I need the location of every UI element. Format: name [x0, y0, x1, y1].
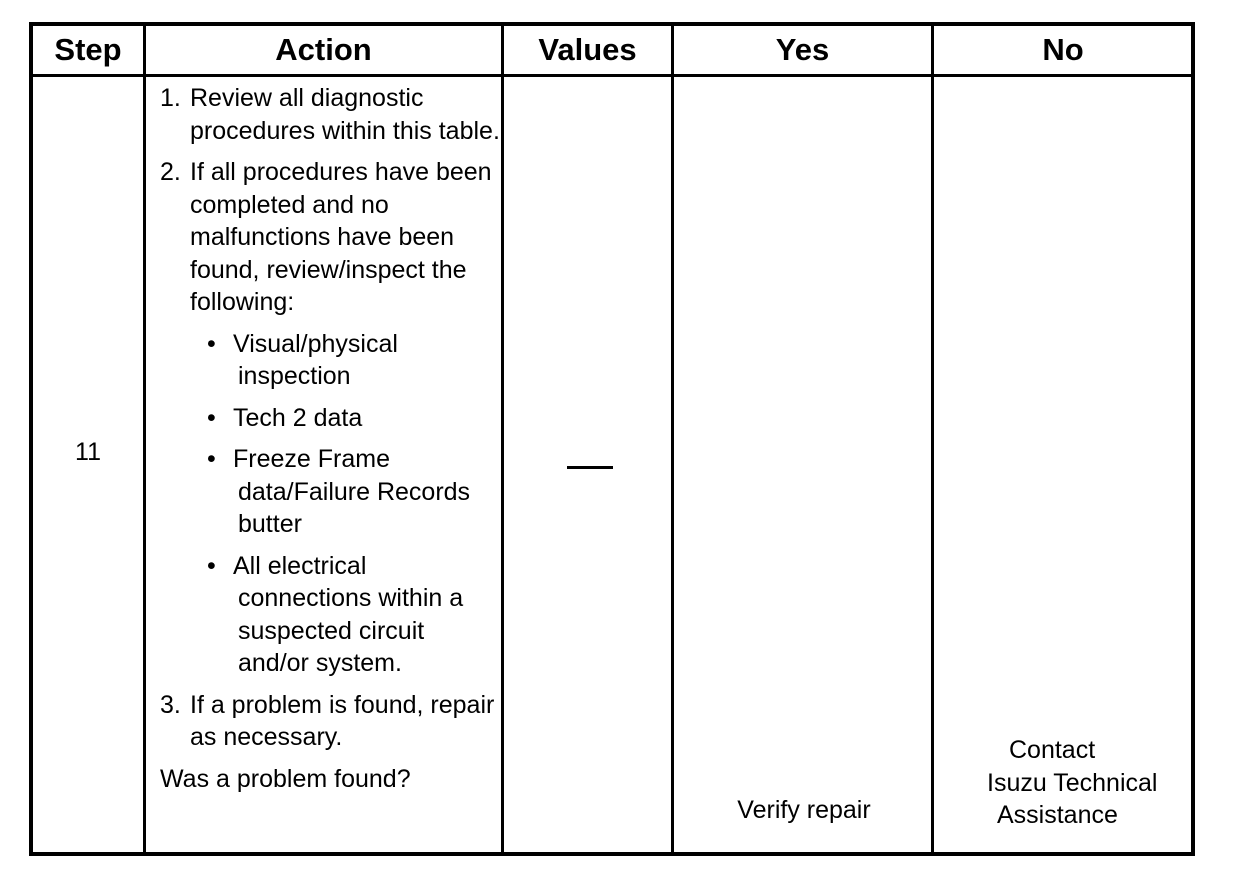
diagnostic-table: [29, 22, 1195, 856]
action-item-3-number: 3.: [160, 690, 181, 719]
action-cell: [160, 82, 500, 795]
action-item-3-text: If a problem is found, repair as necessary.: [190, 690, 495, 751]
step-number: 11: [75, 438, 101, 466]
action-item-1-text: Review all diagnostic procedures within this table.: [190, 84, 500, 145]
values-dash: [567, 466, 613, 469]
bullet-dot: •: [207, 445, 216, 473]
bullet-item: [207, 328, 500, 393]
action-item-3: [160, 689, 500, 754]
bullet-dot: •: [207, 551, 216, 580]
bullet-text: Visual/physical: [233, 329, 398, 358]
bullet-text: All electrical: [233, 551, 367, 580]
bullet-item: [207, 402, 500, 435]
header-action: Action: [275, 32, 372, 67]
no-result: [934, 734, 1195, 832]
bullet-item: [207, 443, 500, 541]
inspection-bullet-list: [207, 328, 500, 680]
bullet-text-continued: connections within a suspected circuit and/or system.: [238, 584, 464, 677]
header-yes: Yes: [775, 32, 830, 67]
no-result-line-3: Assistance: [997, 801, 1118, 829]
column-divider: [143, 26, 146, 852]
column-divider: [931, 26, 934, 852]
no-result-line-1: Contact: [1009, 736, 1096, 764]
bullet-text-continued: data/Failure Records butter: [238, 477, 471, 538]
no-result-line-2: Isuzu Technical: [987, 768, 1158, 797]
column-divider: [501, 26, 504, 852]
bullet-item: [207, 550, 500, 680]
header-no: No: [1042, 32, 1084, 67]
header-values: Values: [538, 32, 637, 67]
action-item-1: [160, 82, 500, 147]
action-item-1-number: 1.: [160, 84, 181, 112]
action-item-2: [160, 156, 500, 319]
header-step: Step: [54, 32, 122, 67]
column-divider: [671, 26, 674, 852]
yes-result: Verify repair: [737, 796, 871, 824]
bullet-dot: •: [207, 403, 216, 432]
bullet-text: Freeze Frame: [233, 445, 390, 473]
action-question: Was a problem found?: [160, 764, 411, 793]
action-item-2-text: If all procedures have been completed and no malfunctions have been found, review/inspect the following:: [190, 158, 492, 316]
bullet-dot: •: [207, 329, 216, 358]
header-divider: [33, 74, 1191, 77]
bullet-text-continued: inspection: [238, 362, 351, 390]
bullet-text: Tech 2 data: [233, 403, 363, 432]
action-item-2-number: 2.: [160, 158, 181, 186]
